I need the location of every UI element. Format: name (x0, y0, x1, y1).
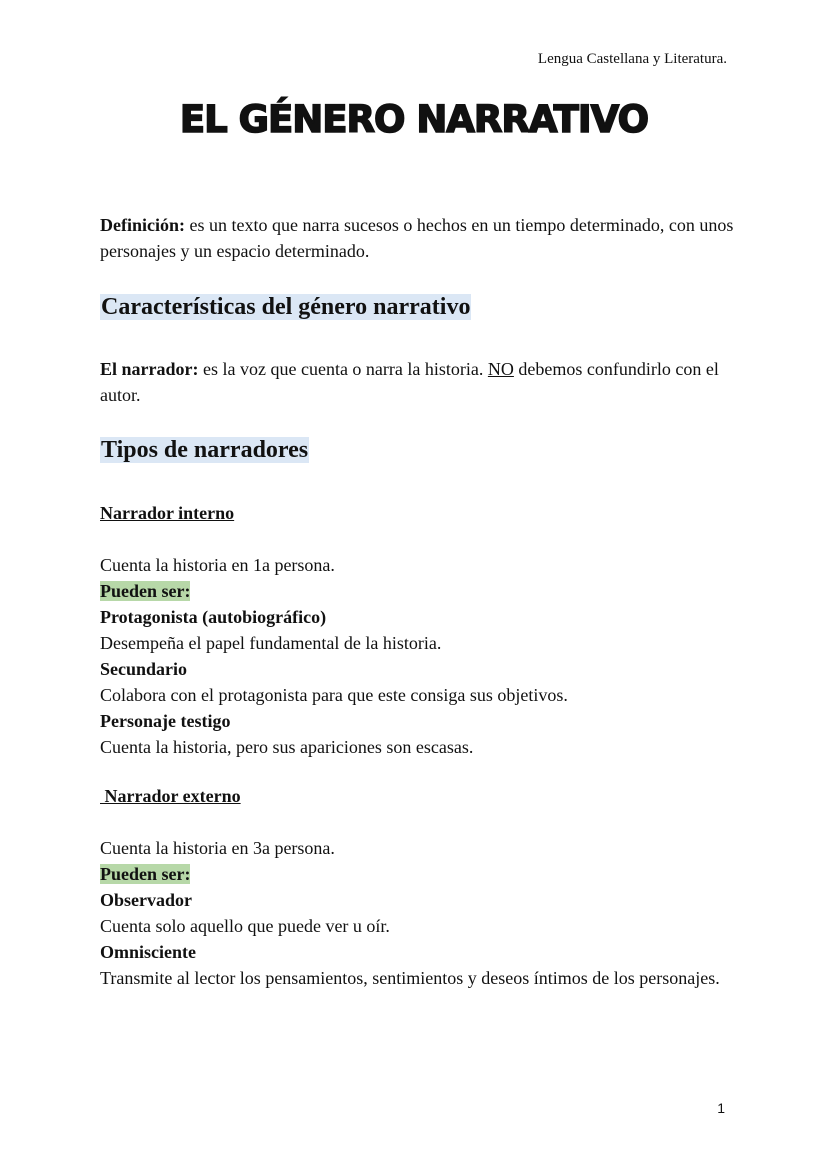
page-title: EL GÉNERO NARRATIVO (179, 98, 649, 141)
internal-heading: Narrador interno (100, 503, 235, 523)
internal-description: Cuenta la historia en 1a persona. (100, 555, 335, 575)
types-heading-text: Tipos de narradores (101, 437, 309, 463)
external-description: Cuenta la historia en 3a persona. (100, 838, 335, 858)
narrator-text-before: es la voz que cuenta o narra la historia. (198, 359, 488, 379)
narrator-label: El narrador: (100, 359, 199, 379)
external-item-desc: Cuenta solo aquello que puede ver u oír. (100, 916, 390, 936)
page-number: 1 (717, 1100, 725, 1116)
narrator-emphasis: NO (487, 359, 514, 379)
internal-item-desc: Desempeña el papel fundamental de la historia. (100, 633, 442, 653)
external-heading: Narrador externo (100, 786, 241, 806)
definition-text: es un texto que narra sucesos o hechos en un tiempo determinado, con unos personajes y un espacio determinado. (100, 215, 734, 261)
characteristics-heading-text: Características del género narrativo (101, 294, 471, 320)
definition-paragraph (100, 212, 740, 264)
internal-item-name: Protagonista (autobiográfico) (100, 607, 327, 627)
external-narrator-section (100, 783, 740, 991)
internal-item-name: Secundario (100, 659, 188, 679)
internal-item-desc: Colabora con el protagonista para que este consiga sus objetivos. (100, 685, 568, 705)
narrator-text-after: debemos confundirlo con el autor. (100, 359, 719, 405)
external-item-desc: Transmite al lector los pensamientos, sentimientos y deseos íntimos de los personajes. (100, 968, 720, 988)
external-item-name: Observador (100, 890, 192, 910)
internal-item-name: Personaje testigo (100, 711, 231, 731)
narrator-paragraph (100, 356, 740, 408)
internal-item-desc: Cuenta la historia, pero sus apariciones son escasas. (100, 737, 474, 757)
external-item-name: Omnisciente (100, 942, 196, 962)
internal-can-be: Pueden ser: (100, 581, 191, 601)
definition-label: Definición: (100, 215, 185, 235)
types-heading (100, 435, 309, 465)
characteristics-heading (100, 292, 471, 322)
internal-narrator-section (100, 500, 740, 760)
header-course: Lengua Castellana y Literatura. (537, 51, 727, 67)
external-can-be: Pueden ser: (100, 864, 191, 884)
